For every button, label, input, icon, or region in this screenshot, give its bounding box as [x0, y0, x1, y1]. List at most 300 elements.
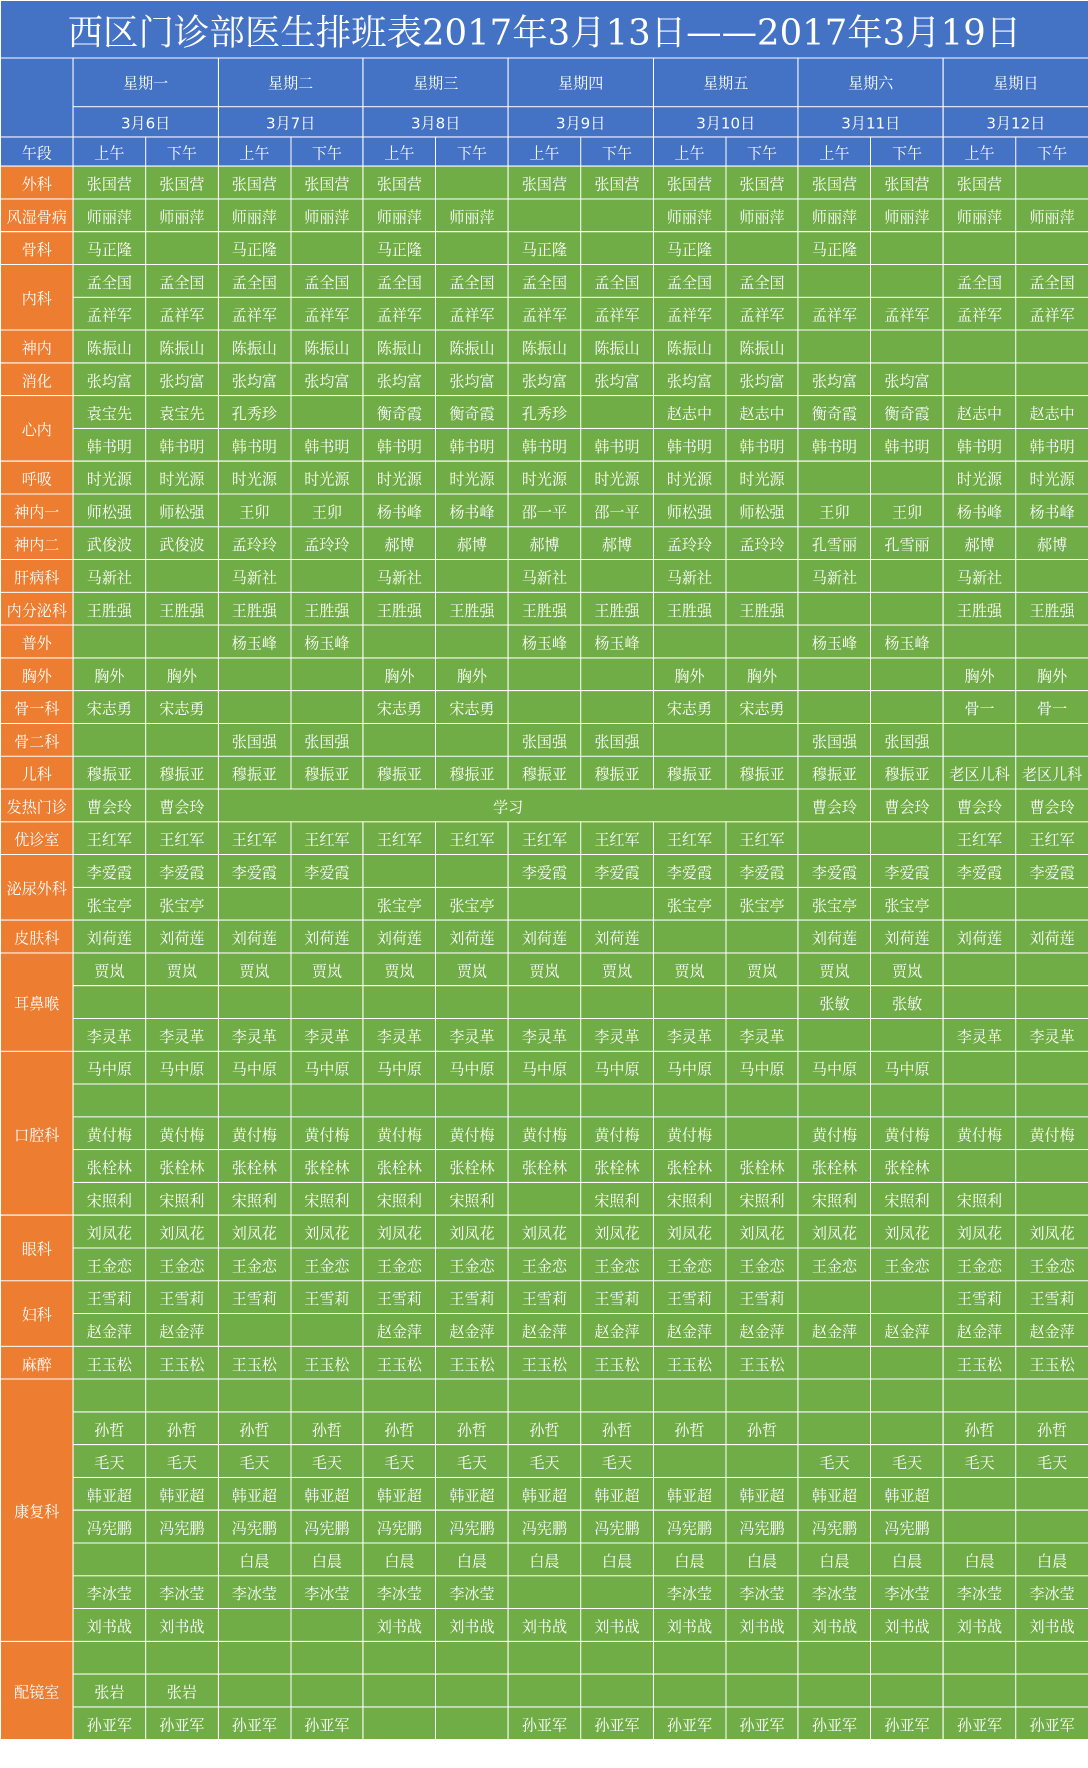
schedule-cell: 王胜强	[508, 592, 581, 625]
schedule-cell	[1016, 1477, 1088, 1510]
schedule-cell: 师丽萍	[871, 199, 944, 232]
schedule-cell	[363, 723, 436, 756]
schedule-cell: 刘书战	[581, 1609, 654, 1642]
schedule-cell: 贾岚	[798, 953, 871, 986]
schedule-cell: 宋志勇	[726, 691, 799, 724]
schedule-cell: 刘荷莲	[943, 920, 1016, 953]
schedule-cell: 孙亚军	[508, 1707, 581, 1740]
schedule-cell: 王雪莉	[146, 1281, 219, 1314]
schedule-cell: 王金恋	[943, 1248, 1016, 1281]
schedule-cell: 王玉松	[943, 1346, 1016, 1379]
schedule-cell	[943, 232, 1016, 265]
schedule-cell: 邵一平	[508, 494, 581, 527]
schedule-cell: 郝博	[1016, 527, 1088, 560]
schedule-cell	[436, 723, 509, 756]
schedule-cell	[508, 1084, 581, 1117]
schedule-cell: 穆振亚	[436, 756, 509, 789]
schedule-cell: 刘荷莲	[146, 920, 219, 953]
schedule-cell: 王金恋	[726, 1248, 799, 1281]
header-corner	[0, 58, 73, 137]
schedule-cell	[581, 396, 654, 429]
schedule-cell	[798, 1379, 871, 1412]
schedule-cell: 张均富	[363, 363, 436, 396]
schedule-cell	[581, 1379, 654, 1412]
schedule-cell: 宋志勇	[73, 691, 146, 724]
day-name: 星期五	[653, 58, 798, 107]
schedule-cell	[943, 1641, 1016, 1674]
schedule-cell: 王卯	[291, 494, 364, 527]
schedule-cell: 胸外	[1016, 658, 1088, 691]
schedule-cell: 王金恋	[581, 1248, 654, 1281]
schedule-cell	[1016, 166, 1088, 199]
schedule-cell	[581, 232, 654, 265]
schedule-cell: 师丽萍	[726, 199, 799, 232]
schedule-cell	[146, 723, 219, 756]
schedule-cell	[653, 986, 726, 1019]
schedule-cell: 孙亚军	[943, 1707, 1016, 1740]
schedule-cell: 王金恋	[871, 1248, 944, 1281]
department-label: 骨科	[0, 232, 73, 265]
schedule-cell	[1016, 723, 1088, 756]
schedule-cell: 刘凤花	[943, 1215, 1016, 1248]
schedule-cell: 刘凤花	[291, 1215, 364, 1248]
schedule-cell: 赵志中	[653, 396, 726, 429]
schedule-cell: 韩书明	[943, 428, 1016, 461]
schedule-cell: 穆振亚	[363, 756, 436, 789]
schedule-cell: 王玉松	[436, 1346, 509, 1379]
schedule-cell: 张栓林	[871, 1150, 944, 1183]
schedule-cell: 李灵革	[726, 1018, 799, 1051]
schedule-cell: 赵金萍	[726, 1313, 799, 1346]
schedule-cell: 郝博	[581, 527, 654, 560]
schedule-cell: 毛天	[798, 1445, 871, 1478]
department-label: 胸外	[0, 658, 73, 691]
schedule-cell: 赵金萍	[871, 1313, 944, 1346]
schedule-cell	[798, 1084, 871, 1117]
schedule-cell: 刘荷莲	[581, 920, 654, 953]
day-name: 星期二	[218, 58, 363, 107]
schedule-cell: 白晨	[218, 1543, 291, 1576]
schedule-cell	[871, 691, 944, 724]
schedule-cell: 黄付梅	[943, 1117, 1016, 1150]
schedule-cell: 刘书战	[363, 1609, 436, 1642]
schedule-cell: 黄付梅	[508, 1117, 581, 1150]
schedule-cell: 李灵革	[581, 1018, 654, 1051]
schedule-cell: 袁宝先	[73, 396, 146, 429]
schedule-cell: 王雪莉	[943, 1281, 1016, 1314]
schedule-cell: 王玉松	[218, 1346, 291, 1379]
schedule-cell: 韩亚超	[653, 1477, 726, 1510]
schedule-cell: 郝博	[508, 527, 581, 560]
schedule-cell: 李灵革	[291, 1018, 364, 1051]
schedule-cell	[73, 1543, 146, 1576]
schedule-cell: 胸外	[726, 658, 799, 691]
schedule-cell	[943, 1051, 1016, 1084]
schedule-cell: 冯宪鹏	[73, 1510, 146, 1543]
schedule-cell	[436, 1707, 509, 1740]
schedule-cell: 马中原	[363, 1051, 436, 1084]
schedule-cell	[218, 658, 291, 691]
schedule-cell: 王胜强	[73, 592, 146, 625]
schedule-cell: 马新社	[943, 560, 1016, 593]
schedule-cell: 张国营	[508, 166, 581, 199]
schedule-cell: 冯宪鹏	[798, 1510, 871, 1543]
schedule-cell: 孟祥军	[1016, 297, 1088, 330]
schedule-cell: 韩亚超	[73, 1477, 146, 1510]
schedule-cell: 白晨	[798, 1543, 871, 1576]
schedule-cell: 宋志勇	[436, 691, 509, 724]
schedule-cell	[798, 822, 871, 855]
schedule-cell: 师松强	[653, 494, 726, 527]
schedule-cell: 王胜强	[218, 592, 291, 625]
schedule-cell	[726, 920, 799, 953]
schedule-cell: 时光源	[1016, 461, 1088, 494]
schedule-cell	[508, 199, 581, 232]
department-label: 风湿骨病	[0, 199, 73, 232]
schedule-cell: 贾岚	[146, 953, 219, 986]
schedule-cell: 时光源	[146, 461, 219, 494]
schedule-cell: 王金恋	[653, 1248, 726, 1281]
schedule-cell: 王红军	[508, 822, 581, 855]
schedule-cell	[798, 1018, 871, 1051]
schedule-cell	[1016, 953, 1088, 986]
schedule-cell	[291, 1674, 364, 1707]
department-label: 神内二	[0, 527, 73, 560]
schedule-cell: 赵金萍	[73, 1313, 146, 1346]
schedule-cell: 李冰莹	[653, 1576, 726, 1609]
schedule-cell: 杨书峰	[943, 494, 1016, 527]
schedule-cell: 衡奇霞	[363, 396, 436, 429]
schedule-cell: 王金恋	[73, 1248, 146, 1281]
schedule-cell: 时光源	[943, 461, 1016, 494]
schedule-cell: 孟全国	[653, 264, 726, 297]
schedule-cell: 孟祥军	[871, 297, 944, 330]
day-date: 3月12日	[943, 107, 1088, 137]
schedule-cell: 孟全国	[436, 264, 509, 297]
schedule-cell: 师丽萍	[291, 199, 364, 232]
schedule-cell: 孟全国	[581, 264, 654, 297]
schedule-cell: 王玉松	[73, 1346, 146, 1379]
am-label: 上午	[73, 137, 146, 166]
schedule-cell: 李灵革	[436, 1018, 509, 1051]
schedule-cell: 孟全国	[218, 264, 291, 297]
schedule-cell: 王胜强	[363, 592, 436, 625]
schedule-cell	[943, 1150, 1016, 1183]
schedule-cell: 马中原	[146, 1051, 219, 1084]
schedule-cell: 陈振山	[508, 330, 581, 363]
schedule-cell: 穆振亚	[218, 756, 291, 789]
schedule-cell: 王金恋	[436, 1248, 509, 1281]
schedule-cell: 马正隆	[363, 232, 436, 265]
schedule-cell	[218, 1609, 291, 1642]
schedule-cell: 张国营	[581, 166, 654, 199]
schedule-cell	[146, 625, 219, 658]
schedule-cell: 冯宪鹏	[581, 1510, 654, 1543]
schedule-cell	[581, 560, 654, 593]
schedule-cell	[653, 1445, 726, 1478]
schedule-cell: 曹会玲	[146, 789, 219, 822]
schedule-cell: 李爱霞	[653, 855, 726, 888]
am-label: 上午	[653, 137, 726, 166]
schedule-cell	[798, 1641, 871, 1674]
schedule-cell: 张敏	[871, 986, 944, 1019]
schedule-cell: 李冰莹	[73, 1576, 146, 1609]
schedule-cell: 穆振亚	[798, 756, 871, 789]
schedule-cell: 刘凤花	[871, 1215, 944, 1248]
schedule-cell	[291, 560, 364, 593]
schedule-cell: 王金恋	[218, 1248, 291, 1281]
schedule-cell: 马新社	[363, 560, 436, 593]
schedule-cell: 王玉松	[653, 1346, 726, 1379]
schedule-cell: 宋志勇	[363, 691, 436, 724]
schedule-cell: 黄付梅	[146, 1117, 219, 1150]
schedule-cell	[1016, 1641, 1088, 1674]
schedule-cell: 贾岚	[653, 953, 726, 986]
schedule-cell: 杨玉峰	[798, 625, 871, 658]
schedule-cell: 张国营	[871, 166, 944, 199]
schedule-cell: 穆振亚	[726, 756, 799, 789]
schedule-cell: 衡奇霞	[871, 396, 944, 429]
schedule-cell: 孟祥军	[291, 297, 364, 330]
schedule-cell: 韩书明	[508, 428, 581, 461]
schedule-cell: 师丽萍	[798, 199, 871, 232]
schedule-cell: 孟祥军	[943, 297, 1016, 330]
schedule-cell	[798, 461, 871, 494]
schedule-cell: 韩亚超	[581, 1477, 654, 1510]
pm-label: 下午	[436, 137, 509, 166]
schedule-cell: 孙哲	[581, 1412, 654, 1445]
schedule-cell	[871, 232, 944, 265]
schedule-cell: 王雪莉	[291, 1281, 364, 1314]
schedule-cell: 王玉松	[291, 1346, 364, 1379]
schedule-cell: 张宝亭	[871, 887, 944, 920]
schedule-cell: 孙哲	[146, 1412, 219, 1445]
schedule-cell	[653, 1379, 726, 1412]
schedule-cell: 贾岚	[291, 953, 364, 986]
department-label: 优诊室	[0, 822, 73, 855]
schedule-cell: 赵金萍	[146, 1313, 219, 1346]
schedule-cell: 韩亚超	[218, 1477, 291, 1510]
pm-label: 下午	[1016, 137, 1088, 166]
schedule-cell: 王红军	[726, 822, 799, 855]
schedule-cell: 贾岚	[726, 953, 799, 986]
schedule-cell: 张栓林	[363, 1150, 436, 1183]
schedule-cell: 韩书明	[653, 428, 726, 461]
schedule-cell: 李灵革	[1016, 1018, 1088, 1051]
schedule-cell: 孔雪丽	[871, 527, 944, 560]
schedule-cell: 马正隆	[73, 232, 146, 265]
department-label: 麻醉	[0, 1346, 73, 1379]
department-label: 骨一科	[0, 691, 73, 724]
schedule-cell: 李冰莹	[1016, 1576, 1088, 1609]
schedule-cell: 马中原	[871, 1051, 944, 1084]
schedule-cell	[726, 1445, 799, 1478]
schedule-cell: 刘荷莲	[436, 920, 509, 953]
department-label: 儿科	[0, 756, 73, 789]
department-label: 肝病科	[0, 560, 73, 593]
schedule-cell	[726, 560, 799, 593]
schedule-cell	[726, 232, 799, 265]
schedule-cell: 黄付梅	[871, 1117, 944, 1150]
schedule-cell: 宋照利	[146, 1182, 219, 1215]
schedule-cell: 孟玲玲	[218, 527, 291, 560]
schedule-cell: 李灵革	[73, 1018, 146, 1051]
schedule-cell: 时光源	[508, 461, 581, 494]
department-label: 普外	[0, 625, 73, 658]
day-name: 星期四	[508, 58, 653, 107]
schedule-cell	[871, 1281, 944, 1314]
schedule-cell	[653, 1084, 726, 1117]
schedule-cell: 宋照利	[581, 1182, 654, 1215]
schedule-cell: 王金恋	[798, 1248, 871, 1281]
schedule-cell: 王玉松	[363, 1346, 436, 1379]
schedule-cell	[871, 1412, 944, 1445]
schedule-cell	[508, 658, 581, 691]
schedule-cell: 张国营	[726, 166, 799, 199]
schedule-cell: 刘荷莲	[871, 920, 944, 953]
schedule-cell	[291, 396, 364, 429]
schedule-cell: 曹会玲	[798, 789, 871, 822]
schedule-cell: 张国强	[871, 723, 944, 756]
day-date: 3月7日	[218, 107, 363, 137]
schedule-cell: 时光源	[581, 461, 654, 494]
schedule-cell: 白晨	[871, 1543, 944, 1576]
schedule-cell: 师丽萍	[146, 199, 219, 232]
schedule-cell: 张国营	[291, 166, 364, 199]
schedule-cell: 李爱霞	[508, 855, 581, 888]
schedule-cell	[943, 1477, 1016, 1510]
schedule-cell: 李爱霞	[943, 855, 1016, 888]
schedule-cell	[1016, 1051, 1088, 1084]
schedule-cell: 黄付梅	[436, 1117, 509, 1150]
schedule-cell	[146, 1379, 219, 1412]
schedule-cell: 贾岚	[363, 953, 436, 986]
schedule-cell	[871, 461, 944, 494]
schedule-cell	[1016, 986, 1088, 1019]
schedule-cell: 王红军	[581, 822, 654, 855]
schedule-cell	[291, 691, 364, 724]
schedule-cell	[726, 1641, 799, 1674]
schedule-cell: 孙哲	[218, 1412, 291, 1445]
period-label: 午段	[0, 137, 73, 166]
schedule-cell: 时光源	[653, 461, 726, 494]
schedule-cell: 孟全国	[73, 264, 146, 297]
department-label: 神内	[0, 330, 73, 363]
schedule-cell: 张均富	[146, 363, 219, 396]
schedule-cell: 陈振山	[726, 330, 799, 363]
schedule-cell: 白晨	[653, 1543, 726, 1576]
schedule-cell	[218, 1313, 291, 1346]
schedule-cell: 张栓林	[73, 1150, 146, 1183]
schedule-cell: 孙哲	[726, 1412, 799, 1445]
schedule-cell: 马中原	[726, 1051, 799, 1084]
schedule-cell	[363, 1707, 436, 1740]
schedule-cell: 师丽萍	[363, 199, 436, 232]
pm-label: 下午	[291, 137, 364, 166]
schedule-cell	[291, 1084, 364, 1117]
department-label: 配镜室	[0, 1641, 73, 1739]
schedule-cell	[73, 723, 146, 756]
schedule-cell: 冯宪鹏	[508, 1510, 581, 1543]
schedule-cell	[798, 592, 871, 625]
schedule-cell: 韩亚超	[871, 1477, 944, 1510]
schedule-cell	[1016, 363, 1088, 396]
schedule-cell: 孟全国	[1016, 264, 1088, 297]
schedule-cell: 张岩	[73, 1674, 146, 1707]
schedule-cell	[871, 658, 944, 691]
schedule-cell: 刘凤花	[581, 1215, 654, 1248]
schedule-cell	[653, 1674, 726, 1707]
schedule-cell: 王卯	[798, 494, 871, 527]
schedule-cell: 李冰莹	[291, 1576, 364, 1609]
schedule-cell: 胸外	[363, 658, 436, 691]
schedule-cell: 张国强	[218, 723, 291, 756]
schedule-cell: 刘书战	[73, 1609, 146, 1642]
schedule-cell	[943, 1084, 1016, 1117]
schedule-cell: 韩亚超	[508, 1477, 581, 1510]
schedule-cell: 冯宪鹏	[146, 1510, 219, 1543]
schedule-cell: 孙亚军	[653, 1707, 726, 1740]
schedule-cell: 王雪莉	[508, 1281, 581, 1314]
schedule-cell: 孙亚军	[726, 1707, 799, 1740]
day-name: 星期一	[73, 58, 218, 107]
schedule-cell: 王红军	[1016, 822, 1088, 855]
am-label: 上午	[363, 137, 436, 166]
schedule-cell	[291, 1641, 364, 1674]
schedule-cell: 孟全国	[508, 264, 581, 297]
schedule-cell	[146, 232, 219, 265]
schedule-cell: 冯宪鹏	[363, 1510, 436, 1543]
schedule-cell: 马新社	[218, 560, 291, 593]
schedule-cell: 宋照利	[291, 1182, 364, 1215]
schedule-cell	[508, 1641, 581, 1674]
schedule-cell	[436, 625, 509, 658]
schedule-cell: 马中原	[218, 1051, 291, 1084]
schedule-cell	[508, 986, 581, 1019]
schedule-cell	[943, 1674, 1016, 1707]
schedule-cell	[943, 625, 1016, 658]
schedule-cell: 贾岚	[73, 953, 146, 986]
schedule-cell: 郝博	[363, 527, 436, 560]
schedule-cell: 孟祥军	[508, 297, 581, 330]
schedule-cell: 宋照利	[798, 1182, 871, 1215]
schedule-cell: 韩书明	[363, 428, 436, 461]
schedule-cell: 韩亚超	[798, 1477, 871, 1510]
schedule-cell: 张均富	[291, 363, 364, 396]
schedule-cell	[581, 658, 654, 691]
schedule-cell: 毛天	[146, 1445, 219, 1478]
schedule-cell: 李灵革	[218, 1018, 291, 1051]
schedule-cell: 李灵革	[508, 1018, 581, 1051]
schedule-cell: 张栓林	[798, 1150, 871, 1183]
schedule-cell: 曹会玲	[871, 789, 944, 822]
schedule-cell: 王雪莉	[436, 1281, 509, 1314]
schedule-cell: 韩书明	[1016, 428, 1088, 461]
department-label: 妇科	[0, 1281, 73, 1347]
schedule-cell: 李冰莹	[871, 1576, 944, 1609]
schedule-cell: 王雪莉	[726, 1281, 799, 1314]
schedule-cell	[291, 887, 364, 920]
schedule-cell	[798, 691, 871, 724]
schedule-cell	[436, 1641, 509, 1674]
schedule-cell: 李爱霞	[726, 855, 799, 888]
schedule-cell	[581, 1674, 654, 1707]
schedule-cell: 毛天	[436, 1445, 509, 1478]
schedule-cell: 张栓林	[436, 1150, 509, 1183]
schedule-cell: 孙亚军	[218, 1707, 291, 1740]
schedule-cell: 李爱霞	[871, 855, 944, 888]
schedule-cell: 王玉松	[581, 1346, 654, 1379]
